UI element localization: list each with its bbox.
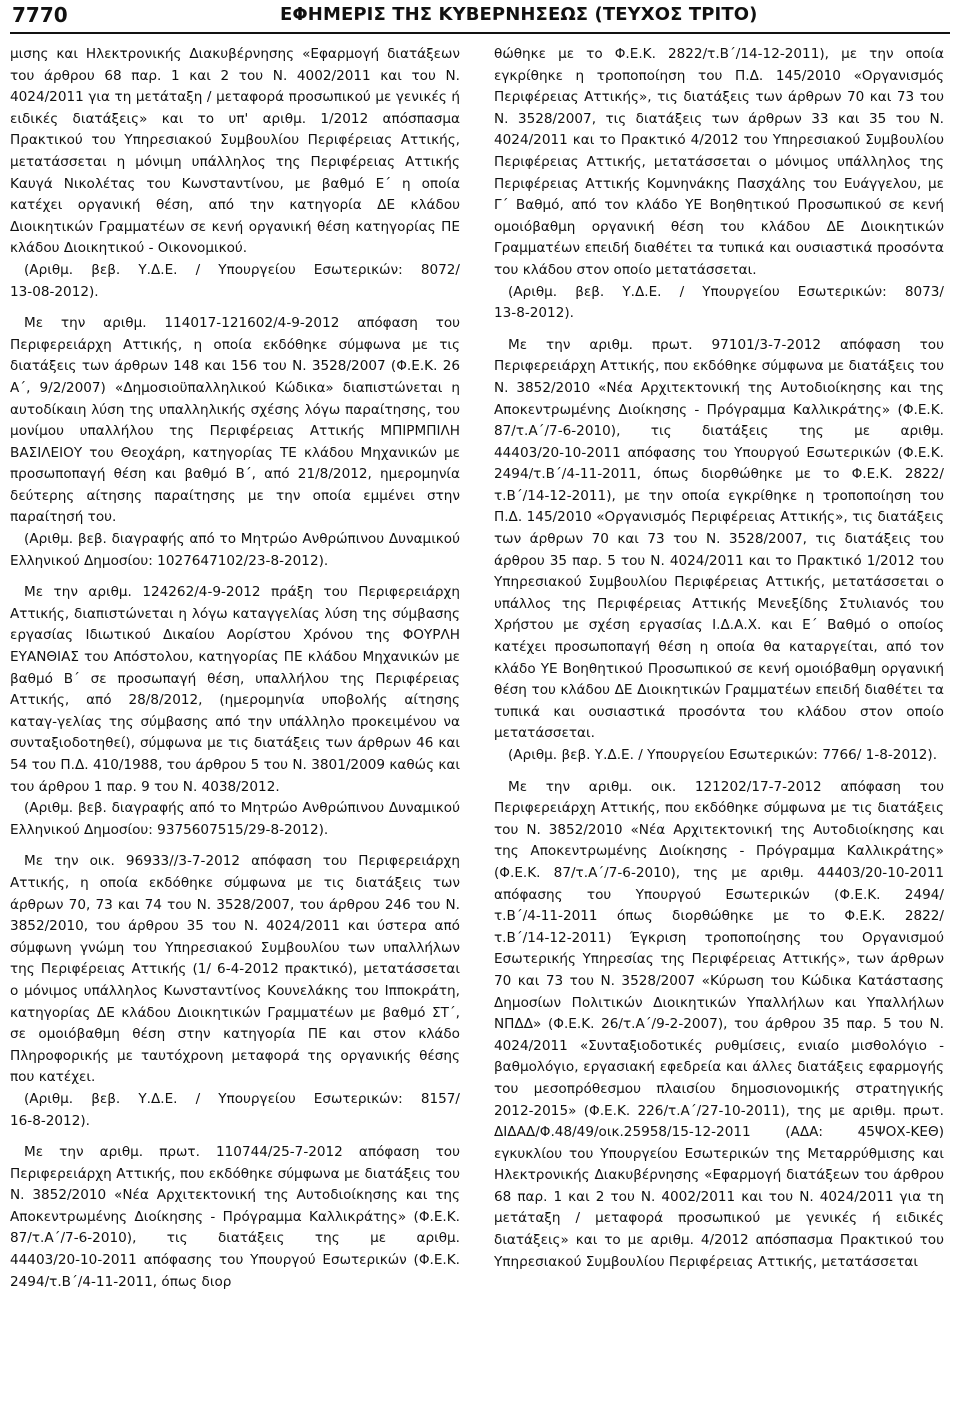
paragraph: Με την αριθμ. 124262/4‑9‑2012 πράξη του Περιφερειάρχη Αττικής, διαπιστώνεται η λόγω καταγγελίας λύση της σύμβασης εργασίας Ιδιωτικού Δικαίου Αορίστου Χρόνου της ΦΟΥΡΛΗ ΕΥΑΝΘΙΑΣ του Απόστολου, κατηγορίας ΠΕ κλάδου Μηχανικών με βαθμό Β΄ σε προσωπαγή θέση, υπαλλήλου της Περιφέρειας Αττικής, από 28/8/2012, (ημερομηνία υποβολής αίτησης καταγ‑γελίας της σύμβασης από την υπάλληλο προκειμένου να συνταξιοδοτηθεί), σύμφωνα με τις διατάξεις των άρθρων 46 και 54 του Π.Δ. 410/1988, του άρθρου 5 του Ν. 3801/2009 καθώς και του άρθρου 1 παρ. 9 του Ν. 4038/2012.	[10, 584, 460, 795]
paragraph: Με την αριθμ. 114017‑121602/4‑9‑2012 απόφαση του Περιφερειάρχη Αττικής, η οποία εκδόθηκε σύμφωνα με τις διατάξεις των άρθρων 148 και 156 του Ν. 3528/2007 (Φ.Ε.Κ. 26 Α΄, 9/2/2007) «Δημοσιοϋπαλληλικού Κώδικα» διαπιστώνεται η αυτοδίκαιη λύση της υπαλληλικής σχέσης λόγω παραίτησης, του μονίμου υπαλλήλου της Περιφέρειας Αττικής ΜΠΙΡΜΠΙΛΗ ΒΑΣΙΛΕΙΟΥ του Θεοχάρη, κατηγορίας ΤΕ κλάδου Μηχανικών με προσωποπαγή θέση και βαθμό Β΄, από 21/8/2012, ημερομηνία δεύτερης αίτησης παραίτησης με την οποία εμμένει στην παραίτησή του.	[10, 315, 460, 526]
header-rule	[10, 32, 950, 34]
reference-note: (Αριθμ. βεβ. διαγραφής από το Μητρώο Ανθρώπινου Δυναμικού Ελληνικού Δημοσίου: 9375607515/29‑8‑2012).	[10, 800, 460, 838]
gazette-title: ΕΦΗΜΕΡΙΣ ΤΗΣ ΚΥΒΕΡΝΗΣΕΩΣ (ΤΕΥΧΟΣ ΤΡΙΤΟ)	[280, 4, 758, 25]
paragraph: Με την αριθμ. οικ. 121202/17‑7‑2012 απόφαση του Περιφερειάρχη Αττικής, που εκδόθηκε σύμφωνα με τις διατάξεις του Ν. 3852/2010 «Νέα Αρχιτεκτονική της Αυτοδιοίκησης και της Αποκεντρωμένης Διοίκησης ‑ Πρόγραμμα Καλλικράτης» (Φ.Ε.Κ. 87/τ.Α΄/7‑6‑2010), της με αριθμ. 44403/20‑10‑2011 απόφασης του Υπουργού Εσωτερικών (Φ.Ε.Κ. 2494/τ.Β΄/4‑11‑2011 όπως διορθώθηκε με το Φ.Ε.Κ. 2822/τ.Β΄/14‑12‑2011) Έγκριση τροποποίησης του Οργανισμού Εσωτερικής Υπηρεσίας της Περιφέρειας Αττικής», των άρθρων 70 και 73 του Ν. 3528/2007 «Κύρωση του Κώδικα Κατάστασης Δημοσίων Πολιτικών Διοικητικών Υπαλλήλων και Υπαλλήλων ΝΠΔΔ» (Φ.Ε.Κ. 26/τ.Α΄/9‑2‑2007), του άρθρου 35 παρ. 5 του Ν. 4024/2011 «Συνταξιοδοτικές ρυθμίσεις, ενιαίο μισθολόγιο ‑ βαθμολόγιο, εργασιακή εφεδρεία και άλλες διατάξεις εφαρμογής του μεσοπρόθεσμου πλαισίου δημοσιονομικής στρατηγικής 2012‑2015» (Φ.Ε.Κ. 226/τ.Α΄/27‑10‑2011), της με αριθμ. πρωτ. ΔΙΔΑΔ/Φ.48/49/οικ.25958/15‑12‑2011 (ΑΔΑ: 45ΨΟΧ‑ΚΕΘ) εγκυκλίου του Υπουργείου Εσωτερικών της Μεταρρύθμισης και Ηλεκτρονικής Διακυβέρνησης «Εφαρμογή διατάξεων του άρθρου 68 παρ. 1 και 2 του Ν. 4002/2011 και του Ν. 4024/2011 για τη μετάταξη / μεταφορά προσωπικού με γενικές ή ειδικές διατάξεις» και το με αριθμ. 4/2012 απόσπασμα Πρακτικού του Υπηρεσιακού Συμβουλίου Περιφέρειας Αττικής, μετατάσσεται	[494, 778, 944, 1270]
reference-note: (Αριθμ. βεβ. Υ.Δ.Ε. / Υπουργείου Εσωτερικών: 8073/ 13‑8‑2012).	[494, 283, 944, 322]
page-number: 7770	[12, 3, 68, 27]
paragraph: Με την οικ. 96933//3‑7‑2012 απόφαση του Περιφερειάρχη Αττικής, η οποία εκδόθηκε σύμφωνα με τις διατάξεις των άρθρων 70, 73 και 74 του Ν. 3528/2007, του άρθρου 246 του Ν. 3852/2010, του άρθρου 35 του Ν. 4024/2011 και ύστερα από σύμφωνη γνώμη του Υπηρεσιακού Συμβουλίου των υπαλλήλων της Περιφέρειας Αττικής (1/ 6‑4‑2012 πρακτικό), μετατάσσεται ο μόνιμος υπάλληλος Κωνσταντίνος Κουνελάκης του Ιπποκράτη, κατηγορίας ΔΕ κλάδου Διοικητικών Γραμματέων με βαθμό ΣΤ΄, σε ομοιόβαθμη θέση στην κατηγορία ΠΕ και στον κλάδο Πληροφορικής με ταυτόχρονη μεταφορά της οργανικής θέσης που κατέχει.	[10, 853, 460, 1086]
page-header	[10, 3, 950, 29]
reference-note: (Αριθμ. βεβ. Υ.Δ.Ε. / Υπουργείου Εσωτερικών: 8072/ 13‑08‑2012).	[10, 261, 460, 300]
paragraph: μισης και Ηλεκτρονικής Διακυβέρνησης «Εφαρμογή διατάξεων του άρθρου 68 παρ. 1 και 2 του Ν. 4002/2011 και του Ν. 4024/2011 για τη μετάταξη / μεταφορά προσωπικού με γενικές ή ειδικές διατάξεις» και το υπ' αριθμ. 1/2012 απόσπασμα Πρακτικού του Υπηρεσιακού Συμβουλίου Περιφέρειας Αττικής, μετατάσσεται η μόνιμη υπάλληλος της Περιφέρειας Αττικής Καυγά Νικολέτας του Κωνσταντίνου, με βαθμό Ε΄ η οποία κατέχει οργανική θέση, από την κατηγορία ΔΕ κλάδου Διοικητικών Γραμματέων σε κενή οργανική θέση κατηγορίας ΠΕ κλάδου Διοικητικού ‑ Οικονομικού.	[10, 46, 460, 257]
reference-note: (Αριθμ. βεβ. Υ.Δ.Ε. / Υπουργείου Εσωτερικών: 8157/ 16‑8‑2012).	[10, 1090, 460, 1129]
paragraph: Με την αριθμ. πρωτ. 110744/25‑7‑2012 απόφαση του Περιφερειάρχη Αττικής, που εκδόθηκε σύμφωνα με διατάξεις του Ν. 3852/2010 «Νέα Αρχιτεκτονική της Αυτοδιοίκησης και της Αποκεντρωμένης Διοίκησης ‑ Πρόγραμμα Καλλικράτης» (Φ.Ε.Κ. 87/τ.Α΄/7‑6‑2010), τις διατάξεις της με αριθμ. 44403/20‑10‑2011 απόφασης του Υπουργού Εσωτερικών (Φ.Ε.Κ. 2494/τ.Β΄/4‑11‑2011, όπως διορ	[10, 1144, 460, 1290]
paragraph: θώθηκε με το Φ.Ε.Κ. 2822/τ.Β΄/14‑12‑2011), με την οποία εγκρίθηκε η τροποποίηση του Π.Δ. 145/2010 «Οργανισμός Περιφέρειας Αττικής», τις διατάξεις των άρθρων 70 και 73 του Ν. 3528/2007, τις διατάξεις των άρθρων 33 και 35 του Ν. 4024/2011 και το Πρακτικό 4/2012 του Υπηρεσιακού Συμβουλίου Περιφέρειας Αττικής, μετατάσσεται ο μόνιμος υπάλληλος της Περιφέρειας Αττικής Κομνηνάκης Πασχάλης του Ευάγγελου, με Γ΄ Βαθμό, από τον κλάδο ΥΕ Βοηθητικού Προσωπικού σε κενή ομοιόβαθμη οργανική θέση του κλάδου ΔΕ Διοικητικών Γραμματέων επειδή διαθέτει τα τυπικά και ουσιαστικά προσόντα του κλάδου στον οποίο μετατάσσεται.	[494, 46, 944, 278]
right-column	[494, 44, 944, 1273]
paragraph: Με την αριθμ. πρωτ. 97101/3‑7‑2012 απόφαση του Περιφερειάρχη Αττικής, που εκδόθηκε σύμφωνα με διατάξεις του Ν. 3852/2010 «Νέα Αρχιτεκτονική της Αυτοδιοίκησης και της Αποκεντρωμένης Διοίκησης ‑ Πρόγραμμα Καλλικράτης» (Φ.Ε.Κ. 87/τ.Α΄/7‑6‑2010), τις διατάξεις της με αριθμ. 44403/20‑10‑2011 απόφασης του Υπουργού Εσωτερικών (Φ.Ε.Κ. 2494/τ.Β΄/4‑11‑2011, όπως διορθώθηκε με το Φ.Ε.Κ. 2822/τ.Β΄/14‑12‑2011), με την οποία εγκρίθηκε η τροποποίηση του Π.Δ. 145/2010 «Οργανισμός Περιφέρειας Αττικής», τις διατάξεις των άρθρων 70 και 73 του Ν. 3528/2007, τις διατάξεις του άρθρου 35 παρ. 5 του Ν. 4024/2011 και το Πρακτικό 1/2012 του Υπηρεσιακού Συμβουλίου Περιφέρειας Αττικής, μετατάσσεται ο υπάλλος της Περιφέρειας Αττικής Μενεξίδης Στυλιανός του Χρήστου με σχέση εργασίας Ι.Δ.Α.Χ. και Ε΄ Βαθμό ο οποίος κατέχει προσωποπαγή θέση η οποία θα καταργείται, από τον κλάδο ΥΕ Βοηθητικού Προσωπικού σε κενή ομοιόβαθμη οργανική θέση του κλάδου ΔΕ Διοικητικών Γραμματέων επειδή διαθέτει τα τυπικά και ουσιαστικά προσόντα του κλάδου στον οποίο μετατάσσεται.	[494, 336, 944, 742]
reference-note: (Αριθμ. βεβ. διαγραφής από το Μητρώο Ανθρώπινου Δυναμικού Ελληνικού Δημοσίου: 1027647102/23‑8‑2012).	[10, 531, 460, 569]
left-column	[10, 44, 460, 1293]
reference-note: (Αριθμ. βεβ. Υ.Δ.Ε. / Υπουργείου Εσωτερικών: 7766/ 1‑8‑2012).	[508, 747, 938, 763]
